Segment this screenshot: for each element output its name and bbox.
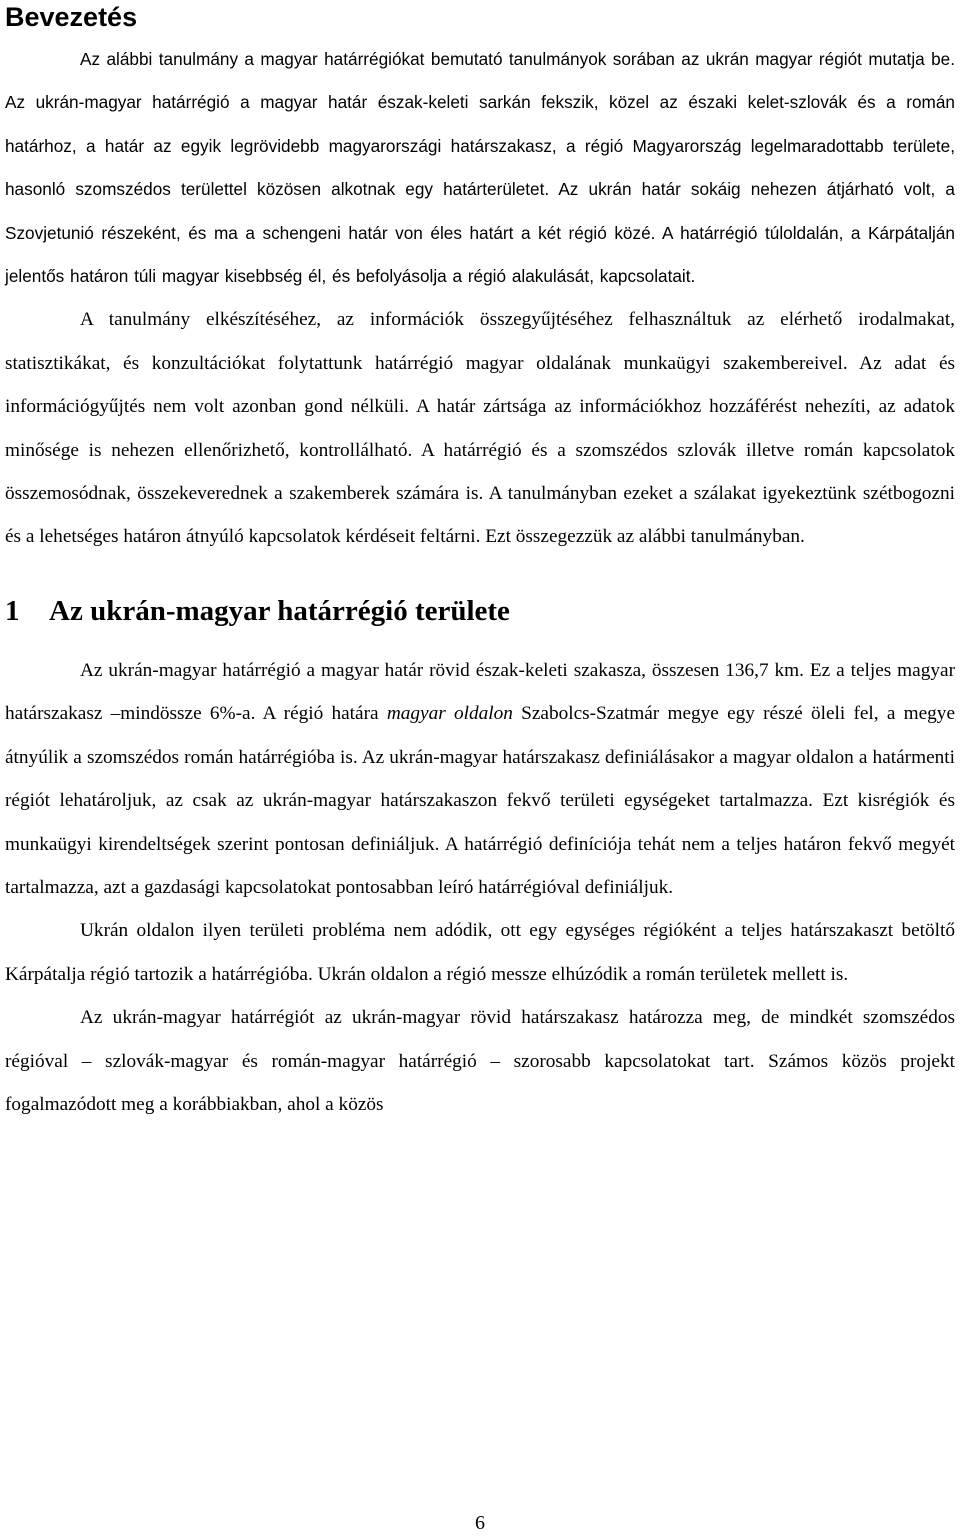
- section-paragraph-2: Ukrán oldalon ilyen területi probléma nem adódik, ott egy egységes régióként a teljes határszakaszt betöltő Kárpátalja régió tartozik a határrégióba. Ukrán oldalon a régió messze elhúzódik a román területek mellett is.: [5, 920, 955, 985]
- section-paragraph-1-end: Szabolcs-Szatmár megye egy részé öleli fel, a megye átnyúlik a szomszédos román határrégióba is. Az ukrán-magyar határszakasz definiálásakor a magyar oldalon a határmenti régiót lehatároljuk, az csak az ukrán-magyar határszakaszon fekvő területi egységeket tartalmazza. Ezt kisrégiók és munkaügyi kirendeltségek szerint pontosan definiáljuk. A határrégió definíciója tehát nem a teljes határon fekvő megyét tartalmazza, azt a gazdasági kapcsolatokat pontosabban leíró határrégióval definiáljuk.: [5, 703, 956, 898]
- page-number: 6: [475, 1512, 485, 1534]
- intro-heading: Bevezetés: [5, 2, 138, 32]
- section-number: 1: [5, 594, 20, 627]
- document-page: [5, 0, 955, 1126]
- section-paragraph-3: Az ukrán-magyar határrégiót az ukrán-magyar rövid határszakasz határozza meg, de mindkét szomszédos régióval – szlovák-magyar és román-magyar határrégió – szorosabb kapcsolatokat tart. Számos közös projekt fogalmazódott meg a korábbiakban, ahol a közös: [5, 1007, 955, 1115]
- section-paragraph-1-italic: magyar oldalon: [386, 703, 513, 725]
- intro-paragraph-1: Az alábbi tanulmány a magyar határrégiókat bemutató tanulmányok sorában az ukrán magyar régiót mutatja be. Az ukrán-magyar határrégió a magyar határ észak-keleti sarkán fekszik, közel az északi kelet-szlovák és a román határhoz, a határ az egyik legrövidebb magyarországi határszakasz, a régió Magyarország legelmaradottabb területe, hasonló szomszédos területtel közösen alkotnak egy határterületet. Az ukrán határ sokáig nehezen átjárható volt, a Szovjetunió részeként, és ma a schengeni határ von éles határt a két régió közé. A határrégió túloldalán, a Kárpátalján jelentős határon túli magyar kisebbség él, és befolyásolja a régió alakulását, kapcsolatait.: [5, 49, 955, 287]
- section-paragraph-1: [5, 649, 955, 909]
- section-heading: [5, 593, 955, 633]
- section-paragraph-1-start: Az ukrán-magyar határrégió a magyar határ rövid észak-keleti szakasza, összesen 136,7 km. Ez a teljes magyar határszakasz –mindössze 6%-a. A régió határa: [5, 659, 955, 725]
- intro-paragraph-2: A tanulmány elkészítéséhez, az információk összegyűjtéséhez felhasználtuk az elérhető irodalmakat, statisztikákat, és konzultációkat folytattunk határrégió magyar oldalának munkaügyi szakembereivel. Az adat és információgyűjtés nem volt azonban gond nélküli. A határ zártsága az információkhoz hozzáférést nehezíti, az adatok minősége is nehezen ellenőrizhető, kontrollálható. A határrégió és a szomszédos szlovák illetve román kapcsolatok összemosódnak, összekeverednek a szakemberek számára is. A tanulmányban ezeket a szálakat igyekeztünk szétbogozni és a lehetséges határon átnyúló kapcsolatok kérdéseit feltárni. Ezt összegezzük az alábbi tanulmányban.: [5, 309, 955, 548]
- section-title: Az ukrán-magyar határrégió területe: [49, 594, 510, 627]
